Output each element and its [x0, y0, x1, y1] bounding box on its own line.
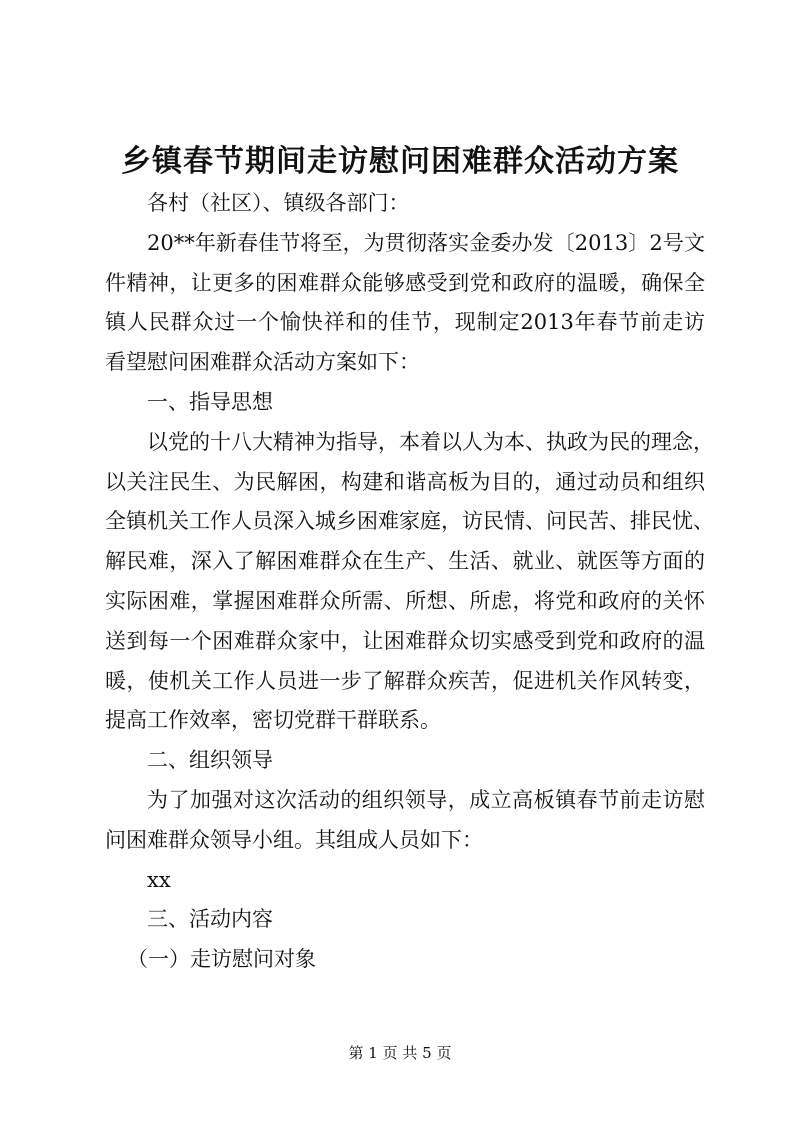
- paragraph-line: 问困难群众领导小组。其组成人员如下：: [105, 827, 483, 852]
- intro-line: 件精神，让更多的困难群众能够感受到党和政府的温暖，确保全: [105, 270, 705, 295]
- paragraph-line: 全镇机关工作人员深入城乡困难家庭，访民情、问民苦、排民忧、: [105, 509, 714, 534]
- section-heading-organization: 二、组织领导: [147, 748, 273, 773]
- section-heading-activities: 三、活动内容: [147, 907, 273, 932]
- paragraph-line: 以党的十八大精神为指导，本着以人为本、执政为民的理念，: [147, 429, 714, 454]
- intro-line: 看望慰问困难群众活动方案如下：: [105, 350, 420, 375]
- section-heading-guiding-thought: 一、指导思想: [147, 389, 273, 414]
- paragraph-line: 送到每一个困难群众家中，让困难群众切实感受到党和政府的温: [105, 628, 705, 653]
- members-placeholder: xx: [147, 867, 171, 892]
- document-body: [105, 184, 714, 980]
- paragraph-line: 实际困难，掌握困难群众所需、所想、所虑，将党和政府的关怀: [105, 588, 705, 613]
- paragraph-line: 为了加强对这次活动的组织领导，成立高板镇春节前走访慰: [147, 787, 705, 812]
- organization-paragraph: [105, 781, 705, 861]
- document-title: 乡镇春节期间走访慰问困难群众活动方案: [121, 144, 679, 179]
- intro-paragraph: [105, 224, 705, 383]
- guiding-thought-paragraph: [105, 423, 714, 741]
- page-footer: 第 1 页 共 5 页: [348, 1044, 452, 1062]
- paragraph-line: 提高工作效率，密切党群干群联系。: [105, 708, 441, 733]
- paragraph-line: 暖，使机关工作人员进一步了解群众疾苦，促进机关作风转变，: [105, 668, 705, 693]
- paragraph-line: 以关注民生、为民解困，构建和谐高板为目的，通过动员和组织: [105, 469, 705, 494]
- intro-line: 20**年新春佳节将至，为贯彻落实金委办发〔2013〕2号文: [147, 230, 705, 255]
- paragraph-line: 解民难，深入了解困难群众在生产、生活、就业、就医等方面的: [105, 549, 705, 574]
- subsection-heading-visit-targets: （一）走访慰问对象: [127, 947, 316, 972]
- intro-line: 镇人民群众过一个愉快祥和的佳节，现制定2013年春节前走访: [105, 310, 705, 335]
- salutation: 各村（社区）、镇级各部门：: [147, 191, 410, 215]
